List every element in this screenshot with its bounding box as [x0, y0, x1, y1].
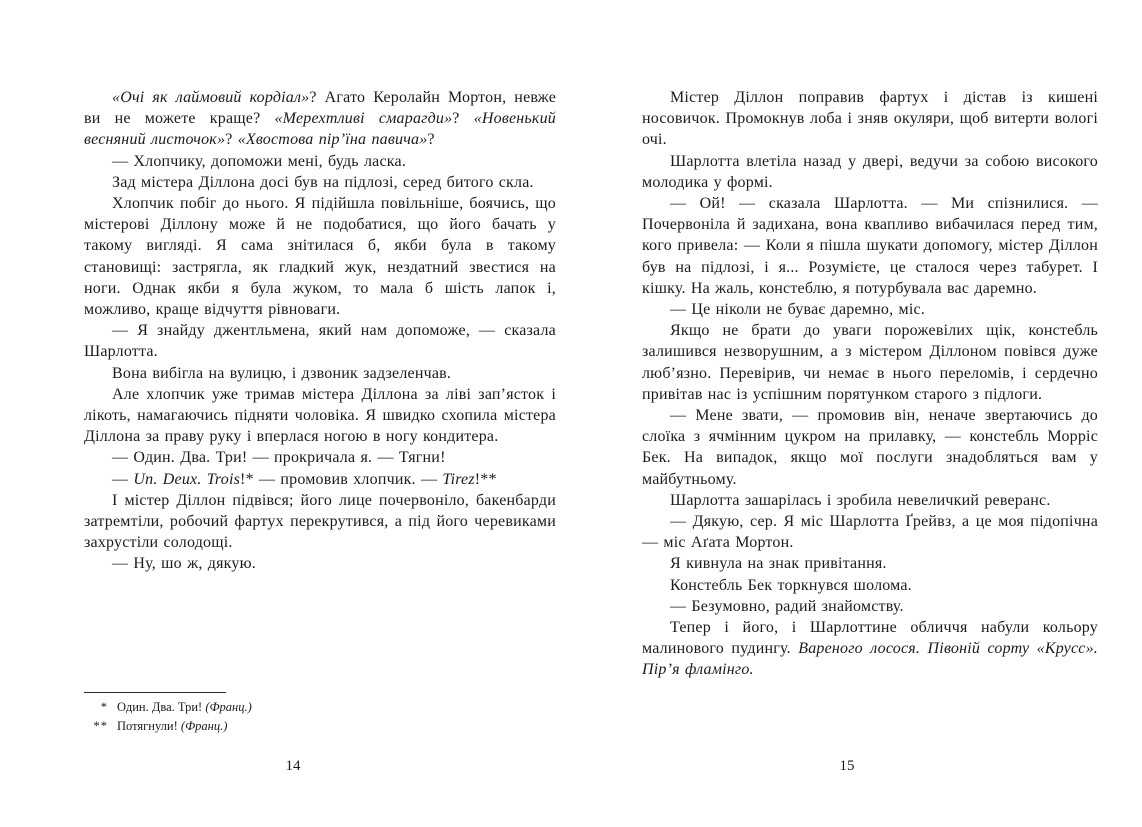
text-run: Шарлотта зашарілась і зробила невеличкий реверанс.: [670, 491, 1051, 509]
italic-text-run: Tirez: [442, 470, 475, 488]
text-run: — Хлопчику, допоможи мені, будь ласка.: [112, 152, 407, 170]
paragraph: [84, 469, 556, 490]
paragraph: [642, 299, 1098, 320]
text-run: — Безумовно, радий знайомству.: [670, 597, 904, 615]
text-run: — Дякую, сер. Я міс Шарлотта Ґрейвз, а це моя підопічна — міс Аґата Мортон.: [642, 513, 1098, 552]
text-run: ?: [427, 131, 435, 149]
paragraph: [642, 87, 1098, 151]
text-run: Шарлотта влетіла назад у двері, ведучи за собою високого молодика у формі.: [642, 152, 1098, 191]
text-run: !* — промовив хлопчик. —: [240, 470, 443, 488]
footnote-marker: **: [93, 719, 108, 733]
page-left-text-block: [84, 87, 556, 575]
paragraph: [642, 617, 1098, 681]
paragraph: [642, 405, 1098, 490]
text-run: — Я знайду джентльмена, який нам допоможе, — сказала Шарлотта.: [84, 322, 556, 361]
italic-text-run: Вареного лосося. Півоній сорту «Крусс». Пір’я фламінго.: [642, 640, 1098, 679]
paragraph: [642, 596, 1098, 617]
paragraph: [642, 193, 1098, 299]
text-run: Хлопчик побіг до нього. Я підійшла повільніше, боячись, що містерові Діллону може й не подобатися, що його бачать у такому вигляді. Я сама знітилася б, якби була в такому становищі: застрягла, як гладкий жук, нездатний звестися на ноги. Однак якби я була жуком, то мала б шість лапок і, можливо, краще відчуття рівноваги.: [84, 195, 556, 319]
text-run: — Це ніколи не буває даремно, міс.: [670, 301, 925, 319]
paragraph: [84, 193, 556, 320]
footnote-text: [117, 698, 556, 717]
text-run: Якщо не брати до уваги порожевілих щік, констебль залишився незворушним, а з містером Діллоном повівся дуже люб’язно. Перевірив, чи немає в нього переломів, і сердечно привітав нас із успішним порятунком старого з підлоги.: [642, 322, 1098, 403]
text-run: — Мене звати, — промовив він, неначе звертаючись до слоїка з ячмінним цукром на прилавку, — констебль Морріс Бек. На випадок, якщо мої послуги знадобляться вам у майбутньому.: [642, 407, 1098, 488]
italic-text-run: (Франц.): [205, 700, 252, 714]
italic-text-run: (Франц.): [180, 719, 228, 733]
text-run: Один. Два. Три!: [117, 700, 206, 714]
text-run: І містер Діллон підвівся; його лице почервоніло, бакенбарди затремтіли, робочий фартух перекрутився, а під його черевиками захрустіли солодощі.: [84, 491, 556, 552]
paragraph: [642, 575, 1098, 596]
italic-text-run: «Очі як лаймовий кордіал»: [112, 89, 310, 106]
italic-text-run: «Новенький весняний листочок»: [84, 110, 556, 149]
text-run: Вона вибігла на вулицю, і дзвоник задзеленчав.: [112, 364, 452, 382]
paragraph: [84, 447, 556, 468]
text-run: Тепер і його, і Шарлоттине обличчя набули кольору малинового пудингу.: [642, 619, 1098, 658]
footnote: [84, 717, 556, 736]
italic-text-run: «Мерехтливі смарагди»: [274, 110, 453, 128]
footnote: [84, 698, 556, 717]
paragraph: [642, 490, 1098, 511]
paragraph: [84, 87, 556, 151]
footnotes-block: [84, 692, 556, 736]
paragraph: [642, 320, 1098, 405]
text-run: Але хлопчик уже тримав містера Діллона за ліві зап’ясток і лікоть, намагаючись підняти чоловіка. Я швидко схопила містера Діллона за праву руку і вперлася ногою в ногу кондитера.: [84, 385, 556, 446]
paragraph: [642, 151, 1098, 193]
text-run: — Один. Два. Три! — прокричала я. — Тягни!: [112, 449, 446, 467]
paragraph: [84, 490, 556, 554]
italic-text-run: «Хвостова пір’їна павича»: [237, 131, 428, 149]
page-right-text-block: [642, 87, 1098, 681]
footnote-marker: *: [100, 700, 108, 714]
text-run: Я кивнула на знак привітання.: [670, 555, 887, 573]
paragraph: [84, 151, 556, 172]
footnote-text: [117, 717, 556, 736]
paragraph: [84, 172, 556, 193]
footnote-rule: [84, 692, 226, 693]
paragraph: [84, 363, 556, 384]
page-number-left: 14: [285, 758, 301, 774]
paragraph: [84, 320, 556, 362]
text-run: —: [112, 470, 134, 488]
text-run: — Ой! — сказала Шарлотта. — Ми спізнилися. — Почервоніла й задихана, вона квапливо вибачилася перед тим, кого привела: — Коли я пішла шукати допомогу, містер Діллон був на підлозі, і я... Розумієте, це сталося через табурет. І кішку. На жаль, констеблю, я потурбувала вас даремно.: [642, 195, 1098, 297]
footnotes-list: [84, 698, 556, 736]
paragraph: [84, 553, 556, 574]
text-run: Містер Діллон поправив фартух і дістав із кишені носовичок. Промокнув лоба і зняв окуляри, щоб витерти вологі очі.: [642, 89, 1098, 149]
italic-text-run: Un. Deux. Trois: [133, 470, 241, 488]
text-run: — Ну, шо ж, дякую.: [112, 555, 256, 573]
page-number-right: 15: [839, 758, 855, 774]
text-run: Зад містера Діллона досі був на підлозі, серед битого скла.: [112, 173, 534, 191]
paragraph: [84, 384, 556, 448]
paragraph: [642, 553, 1098, 574]
paragraph: [642, 511, 1098, 553]
text-run: Потягнули!: [117, 719, 181, 733]
text-run: ?: [225, 131, 238, 149]
text-run: ? Агато Керолайн Мортон, невже ви не можете краще?: [84, 89, 557, 128]
text-run: Констебль Бек торкнувся шолома.: [670, 576, 912, 594]
text-run: !**: [474, 470, 497, 488]
text-run: ?: [452, 110, 474, 128]
